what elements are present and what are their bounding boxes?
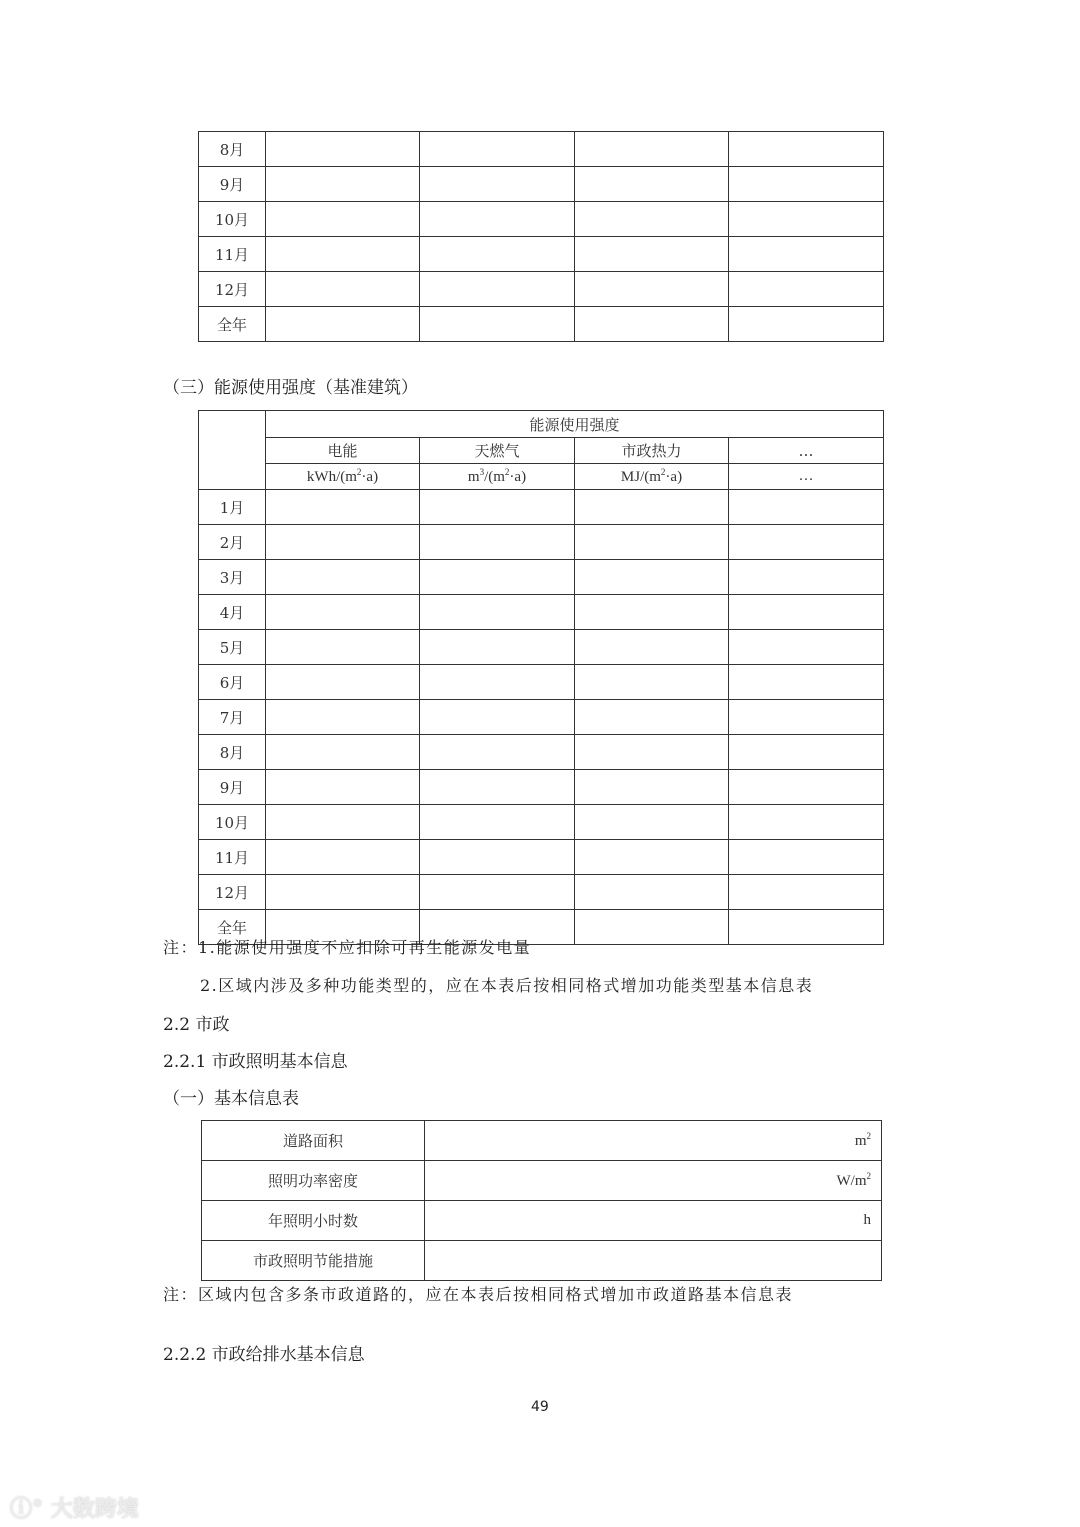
empty-cell[interactable]	[575, 490, 729, 525]
empty-cell[interactable]	[729, 735, 884, 770]
month-label: 9月	[199, 167, 266, 202]
empty-cell[interactable]	[420, 700, 575, 735]
empty-cell[interactable]	[266, 735, 420, 770]
table-row	[199, 237, 884, 272]
table-row	[199, 875, 884, 910]
empty-cell[interactable]	[729, 840, 884, 875]
table-row	[199, 595, 884, 630]
field-label: 市政照明节能措施	[202, 1241, 425, 1281]
empty-cell[interactable]	[729, 630, 884, 665]
month-label: 2月	[199, 525, 266, 560]
group-header: 能源使用强度	[266, 411, 884, 438]
table-row	[202, 1201, 882, 1241]
table-row	[199, 132, 884, 167]
empty-cell[interactable]	[420, 237, 575, 272]
month-label: 全年	[199, 910, 266, 945]
empty-cell[interactable]	[575, 560, 729, 595]
table-row	[199, 490, 884, 525]
empty-cell[interactable]	[266, 595, 420, 630]
heading-2-2: 2.2 市政	[163, 1015, 230, 1035]
month-label: 12月	[199, 272, 266, 307]
empty-cell[interactable]	[420, 770, 575, 805]
month-label: 9月	[199, 770, 266, 805]
table-row	[199, 560, 884, 595]
month-label: 12月	[199, 875, 266, 910]
month-label: 3月	[199, 560, 266, 595]
month-label: 4月	[199, 595, 266, 630]
empty-cell[interactable]	[729, 560, 884, 595]
note-lighting: 注：区域内包含多条市政道路的，应在本表后按相同格式增加市政道路基本信息表	[163, 1285, 794, 1304]
table-row	[202, 1161, 882, 1201]
empty-cell[interactable]	[420, 560, 575, 595]
empty-cell[interactable]	[266, 875, 420, 910]
empty-cell[interactable]	[729, 770, 884, 805]
table-row	[199, 202, 884, 237]
month-label: 11月	[199, 840, 266, 875]
table-row	[199, 167, 884, 202]
monthly-table-continued	[198, 131, 884, 342]
heading-2-2-1: 2.2.1 市政照明基本信息	[163, 1052, 348, 1072]
table-row	[199, 805, 884, 840]
table-row	[199, 525, 884, 560]
empty-cell[interactable]	[729, 910, 884, 945]
subsection-basic-info: （一）基本信息表	[163, 1089, 299, 1109]
empty-cell[interactable]	[575, 272, 729, 307]
unit-cell: …	[729, 464, 884, 490]
empty-cell[interactable]	[420, 630, 575, 665]
field-label: 道路面积	[202, 1121, 425, 1161]
field-value[interactable]: $W/m^2$	[425, 1161, 882, 1201]
empty-cell[interactable]	[266, 132, 420, 167]
header-row	[199, 438, 884, 464]
empty-cell[interactable]	[729, 272, 884, 307]
empty-cell[interactable]	[575, 525, 729, 560]
empty-cell[interactable]	[575, 167, 729, 202]
empty-cell[interactable]	[266, 700, 420, 735]
empty-cell[interactable]	[729, 490, 884, 525]
month-label: 5月	[199, 630, 266, 665]
field-value[interactable]: $m^2$	[425, 1121, 882, 1161]
empty-cell[interactable]	[575, 202, 729, 237]
empty-cell[interactable]	[729, 805, 884, 840]
table-row	[199, 630, 884, 665]
empty-cell[interactable]	[420, 132, 575, 167]
empty-cell[interactable]	[266, 307, 420, 342]
empty-cell[interactable]	[575, 910, 729, 945]
empty-cell[interactable]	[420, 525, 575, 560]
empty-cell[interactable]	[266, 560, 420, 595]
empty-cell[interactable]	[729, 700, 884, 735]
energy-intensity-table	[198, 410, 884, 945]
empty-cell[interactable]	[420, 272, 575, 307]
empty-cell[interactable]	[729, 875, 884, 910]
empty-cell[interactable]	[729, 307, 884, 342]
month-label: 10月	[199, 805, 266, 840]
empty-cell[interactable]	[266, 272, 420, 307]
empty-cell[interactable]	[266, 490, 420, 525]
field-value[interactable]: h	[425, 1201, 882, 1241]
table-row	[199, 840, 884, 875]
empty-cell[interactable]	[729, 202, 884, 237]
note-2: 2.区域内涉及多种功能类型的，应在本表后按相同格式增加功能类型基本信息表	[200, 976, 814, 995]
empty-cell[interactable]	[266, 840, 420, 875]
watermark-logo: ⓘ° 大数跨境	[10, 1497, 139, 1522]
column-header: 电能	[266, 438, 420, 464]
empty-cell[interactable]	[266, 770, 420, 805]
empty-cell[interactable]	[575, 307, 729, 342]
column-header: …	[729, 438, 884, 464]
empty-cell[interactable]	[420, 167, 575, 202]
empty-cell[interactable]	[420, 665, 575, 700]
empty-cell[interactable]	[266, 237, 420, 272]
empty-cell[interactable]	[266, 525, 420, 560]
unit-cell: $m^3/(m^2\cdot a)$	[420, 464, 575, 490]
table-row	[199, 770, 884, 805]
corner-cell	[199, 411, 266, 490]
empty-cell[interactable]	[575, 595, 729, 630]
column-header: 市政热力	[575, 438, 729, 464]
heading-2-2-2: 2.2.2 市政给排水基本信息	[163, 1345, 365, 1365]
month-label: 1月	[199, 490, 266, 525]
empty-cell[interactable]	[266, 665, 420, 700]
table-row	[199, 307, 884, 342]
empty-cell[interactable]	[575, 840, 729, 875]
empty-cell[interactable]	[729, 595, 884, 630]
month-label: 11月	[199, 237, 266, 272]
field-value[interactable]	[425, 1241, 882, 1281]
month-label: 8月	[199, 132, 266, 167]
empty-cell[interactable]	[729, 132, 884, 167]
empty-cell[interactable]	[575, 805, 729, 840]
empty-cell[interactable]	[729, 665, 884, 700]
empty-cell[interactable]	[420, 805, 575, 840]
empty-cell[interactable]	[266, 202, 420, 237]
header-row	[199, 411, 884, 438]
empty-cell[interactable]	[575, 875, 729, 910]
table-row	[199, 272, 884, 307]
empty-cell[interactable]	[575, 132, 729, 167]
field-label: 年照明小时数	[202, 1201, 425, 1241]
watermark-icon: ⓘ°	[10, 1497, 44, 1522]
month-label: 6月	[199, 665, 266, 700]
empty-cell[interactable]	[575, 700, 729, 735]
field-label: 照明功率密度	[202, 1161, 425, 1201]
empty-cell[interactable]	[420, 595, 575, 630]
section-title-energy-intensity: （三）能源使用强度（基准建筑）	[163, 378, 418, 398]
empty-cell[interactable]	[575, 665, 729, 700]
table-row	[202, 1241, 882, 1281]
empty-cell[interactable]	[420, 735, 575, 770]
table-row	[199, 700, 884, 735]
empty-cell[interactable]	[420, 307, 575, 342]
month-label: 7月	[199, 700, 266, 735]
empty-cell[interactable]	[575, 735, 729, 770]
table-row	[199, 735, 884, 770]
empty-cell[interactable]	[729, 237, 884, 272]
empty-cell[interactable]	[420, 840, 575, 875]
unit-cell: $MJ/(m^2\cdot a)$	[575, 464, 729, 490]
month-label: 8月	[199, 735, 266, 770]
note-1: 注：1.能源使用强度不应扣除可再生能源发电量	[163, 938, 532, 957]
empty-cell[interactable]	[420, 875, 575, 910]
column-header: 天燃气	[420, 438, 575, 464]
lighting-info-table	[201, 1120, 882, 1281]
empty-cell[interactable]	[575, 237, 729, 272]
empty-cell[interactable]	[420, 202, 575, 237]
empty-cell[interactable]	[266, 167, 420, 202]
empty-cell[interactable]	[729, 167, 884, 202]
month-label: 10月	[199, 202, 266, 237]
unit-row	[199, 464, 884, 490]
month-label: 全年	[199, 307, 266, 342]
empty-cell[interactable]	[266, 630, 420, 665]
table-row	[202, 1121, 882, 1161]
table-row	[199, 665, 884, 700]
empty-cell[interactable]	[266, 805, 420, 840]
empty-cell[interactable]	[575, 630, 729, 665]
empty-cell[interactable]	[729, 525, 884, 560]
unit-cell: kWh/$(m^2\cdot a)$	[266, 464, 420, 490]
empty-cell[interactable]	[420, 490, 575, 525]
page-number: 49	[531, 1399, 549, 1415]
empty-cell[interactable]	[575, 770, 729, 805]
